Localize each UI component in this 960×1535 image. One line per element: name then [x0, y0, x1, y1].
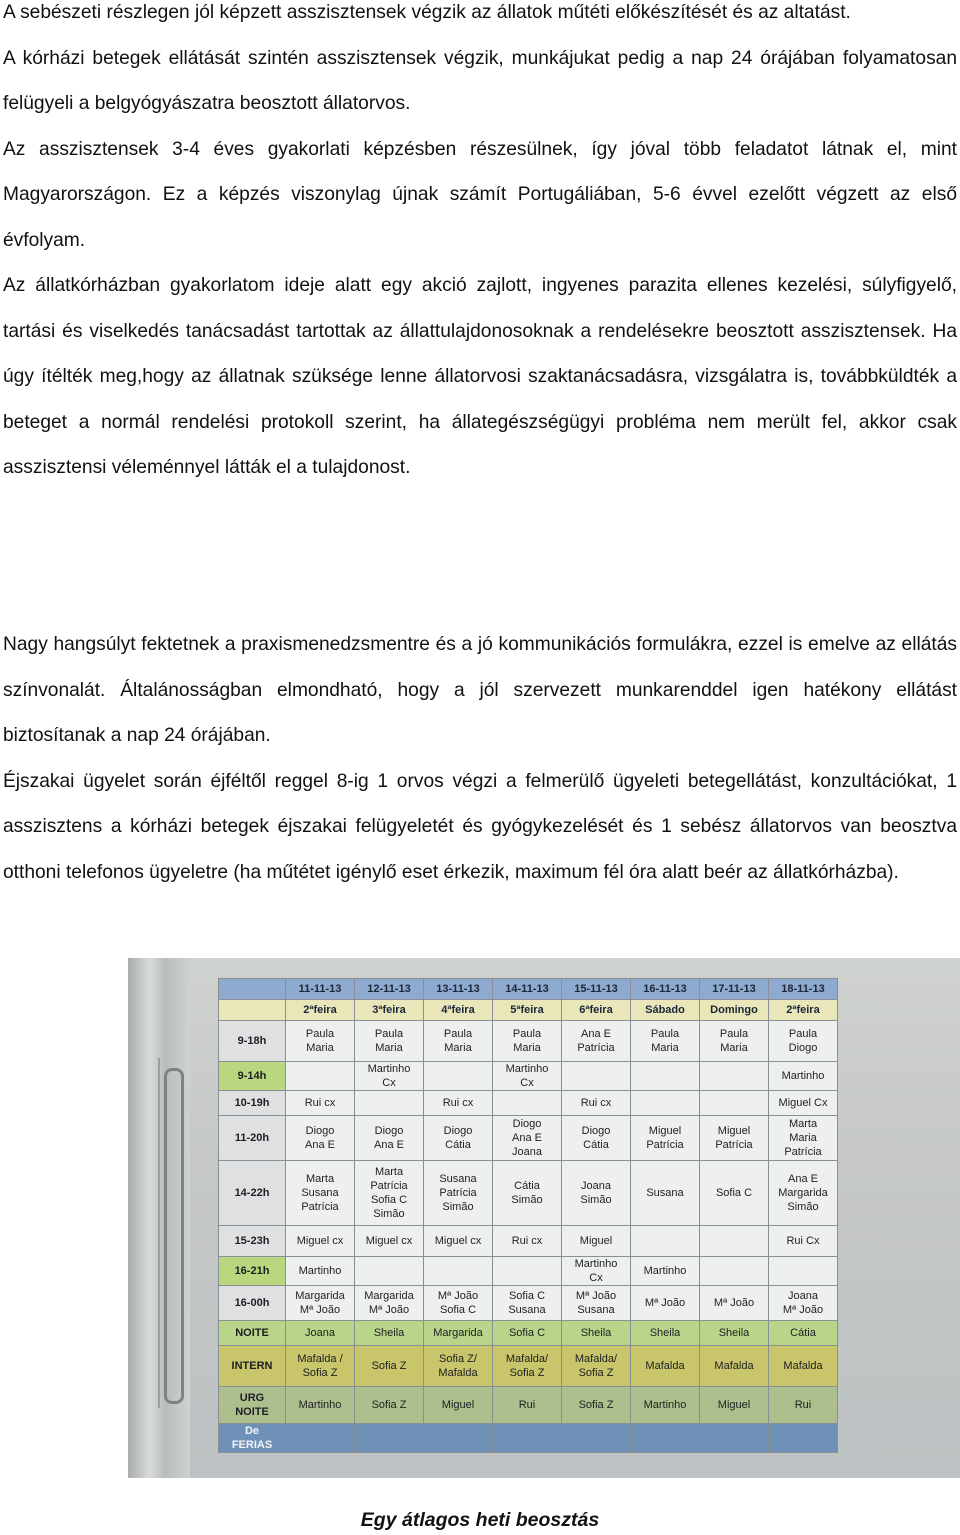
schedule-cell: Mª João [700, 1286, 769, 1321]
schedule-cell: Sofia Z [562, 1387, 631, 1424]
paragraph-6: Éjszakai ügyelet során éjféltől reggel 8-ig 1 orvos végzi a felmerülő ügyeleti betegellátást, konzultációkat, 1 asszisztens a kórházi betegek éjszakai felügyeletét és gyógykezelését és 1 sebész állatorvos van beosztva otthoni telefonos ügyeletre (ha műtétet igénylő eset érkezik, maximum fél óra alatt beér az állatkórházba). [3, 770, 957, 883]
schedule-cell [700, 1226, 769, 1257]
schedule-cell [562, 1062, 631, 1091]
schedule-cell: Martinho Cx [355, 1062, 424, 1091]
schedule-cell: Joana Mª João [769, 1286, 838, 1321]
schedule-cell: Margarida Mª João [286, 1286, 355, 1321]
schedule-cell: Joana [286, 1321, 355, 1346]
schedule-cell [286, 1062, 355, 1091]
paragraph-5: Nagy hangsúlyt fektetnek a praxismenedzsmentre és a jó kommunikációs formulákra, ezzel is emelve az ellátás színvonalát. Általánosságban elmondható, hogy a jól szervezett munkarenddel igen hatékony ellátást biztosítanak a nap 24 órájában. [3, 634, 957, 746]
time-slot-label: 11-20h [219, 1116, 286, 1161]
schedule-row [219, 1321, 838, 1346]
schedule-cell: Paula Maria [631, 1021, 700, 1062]
schedule-cell [562, 1424, 631, 1453]
schedule-cell [493, 1257, 562, 1286]
paragraph-1: A sebészeti részlegen jól képzett asszisztensek végzik az állatok műtéti előkészítését és az altatást. [3, 2, 851, 23]
schedule-cell: Sofia Z [355, 1346, 424, 1387]
schedule-cell: Cátia Simão [493, 1161, 562, 1226]
day-header: 4ªfeira [424, 1000, 493, 1021]
day-header: 2ªfeira [286, 1000, 355, 1021]
schedule-cell: Marta Patrícia Sofia C Simão [355, 1161, 424, 1226]
schedule-cell: Martinho [631, 1387, 700, 1424]
figure-caption: Egy átlagos heti beosztás [360, 1509, 600, 1531]
time-slot-label: 9-14h [219, 1062, 286, 1091]
time-slot-label: INTERN [219, 1346, 286, 1387]
schedule-cell: Rui cx [562, 1091, 631, 1116]
schedule-cell: Miguel [562, 1226, 631, 1257]
schedule-cell [493, 1424, 562, 1453]
schedule-cell: Diogo Ana E [286, 1116, 355, 1161]
time-slot-label: 10-19h [219, 1091, 286, 1116]
date-header: 17-11-13 [700, 979, 769, 1000]
schedule-cell [769, 1424, 838, 1453]
schedule-row [219, 1286, 838, 1321]
schedule-cell [631, 1424, 700, 1453]
schedule-cell: Paula Maria [424, 1021, 493, 1062]
schedule-cell: Mafalda [700, 1346, 769, 1387]
schedule-cell: Miguel cx [424, 1226, 493, 1257]
schedule-cell: Miguel Patrícia [700, 1116, 769, 1161]
schedule-cell: Mafalda / Sofia Z [286, 1346, 355, 1387]
date-header: 12-11-13 [355, 979, 424, 1000]
schedule-row [219, 1091, 838, 1116]
day-header: 3ªfeira [355, 1000, 424, 1021]
schedule-cell: Marta Maria Patrícia [769, 1116, 838, 1161]
schedule-cell: Mafalda/ Sofia Z [562, 1346, 631, 1387]
corner-cell [219, 1000, 286, 1021]
schedule-cell: Martinho Cx [493, 1062, 562, 1091]
schedule-row [219, 1257, 838, 1286]
schedule-row [219, 1062, 838, 1091]
date-header: 13-11-13 [424, 979, 493, 1000]
schedule-cell: Rui cx [424, 1091, 493, 1116]
paragraph-4: Az állatkórházban gyakorlatom ideje alatt egy akció zajlott, ingyenes parazita ellenes kezelési, súlyfigyelő, tartási és viselkedés tanácsadást tartottak az állattulajdonosoknak a rendelésekre beosztott asszisztensek. Ha úgy ítélték meg,hogy az állatnak szüksége lenne állatorvosi szaktanácsadásra, vizsgálatra is, továbbküldték a beteget a normál rendelési protokoll szerint, ha állategészségügyi probléma nem merült fel, akkor csak asszisztensi véleménnyel látták el a tulajdonost. [3, 275, 957, 478]
schedule-cell: Miguel cx [286, 1226, 355, 1257]
schedule-cell: Susana Patrícia Simão [424, 1161, 493, 1226]
schedule-cell: Sheila [355, 1321, 424, 1346]
schedule-cell [424, 1062, 493, 1091]
time-slot-label: NOITE [219, 1321, 286, 1346]
schedule-row [219, 1346, 838, 1387]
schedule-cell: Sofia C [493, 1321, 562, 1346]
date-header: 18-11-13 [769, 979, 838, 1000]
day-header: 6ªfeira [562, 1000, 631, 1021]
schedule-cell: Paula Maria [493, 1021, 562, 1062]
schedule-cell: Mafalda [631, 1346, 700, 1387]
date-header: 15-11-13 [562, 979, 631, 1000]
schedule-row [219, 1387, 838, 1424]
schedule-cell: Miguel cx [355, 1226, 424, 1257]
day-header: Domingo [700, 1000, 769, 1021]
schedule-cell: Martinho [631, 1257, 700, 1286]
schedule-cell: Paula Maria [700, 1021, 769, 1062]
schedule-cell: Martinho Cx [562, 1257, 631, 1286]
schedule-cell: Ana E Patrícia [562, 1021, 631, 1062]
date-header: 14-11-13 [493, 979, 562, 1000]
schedule-cell [631, 1062, 700, 1091]
schedule-cell: Margarida [424, 1321, 493, 1346]
schedule-cell: Susana [631, 1161, 700, 1226]
schedule-cell: Sofia Z/ Mafalda [424, 1346, 493, 1387]
time-slot-label: 16-21h [219, 1257, 286, 1286]
schedule-cell: Miguel Patrícia [631, 1116, 700, 1161]
schedule-cell: Mª João [631, 1286, 700, 1321]
schedule-row [219, 1021, 838, 1062]
time-slot-label: URG NOITE [219, 1387, 286, 1424]
schedule-cell [493, 1091, 562, 1116]
schedule-cell: Joana Simão [562, 1161, 631, 1226]
schedule-cell [700, 1424, 769, 1453]
corner-cell [219, 979, 286, 1000]
schedule-cell: Rui [493, 1387, 562, 1424]
text-body-2 [3, 622, 957, 895]
schedule-cell: Diogo Ana E Joana [493, 1116, 562, 1161]
time-slot-label: 16-00h [219, 1286, 286, 1321]
weekly-schedule-table [218, 978, 838, 1453]
day-header: 5ªfeira [493, 1000, 562, 1021]
schedule-cell: Mafalda/ Sofia Z [493, 1346, 562, 1387]
time-slot-label: De FERIAS [219, 1424, 286, 1453]
schedule-cell [631, 1226, 700, 1257]
schedule-cell [355, 1257, 424, 1286]
schedule-cell: Cátia [769, 1321, 838, 1346]
binder-ring-image [128, 958, 190, 1478]
time-slot-label: 15-23h [219, 1226, 286, 1257]
schedule-cell: Ana E Margarida Simão [769, 1161, 838, 1226]
schedule-cell [631, 1091, 700, 1116]
schedule-cell: Rui Cx [769, 1226, 838, 1257]
schedule-cell [355, 1091, 424, 1116]
schedule-cell: Sheila [631, 1321, 700, 1346]
schedule-cell: Diogo Cátia [424, 1116, 493, 1161]
schedule-cell: Rui [769, 1387, 838, 1424]
schedule-row [219, 1116, 838, 1161]
schedule-cell: Mª João Sofia C [424, 1286, 493, 1321]
date-header: 11-11-13 [286, 979, 355, 1000]
schedule-cell: Martinho [286, 1257, 355, 1286]
schedule-cell: Paula Diogo [769, 1021, 838, 1062]
schedule-cell [700, 1091, 769, 1116]
paragraph-3: Az asszisztensek 3-4 éves gyakorlati képzésben részesülnek, így jóval több feladatot látnak el, mint Magyarországon. Ez a képzés viszonylag újnak számít Portugáliában, 5-6 évvel ezelőtt végzett az első évfolyam. [3, 138, 957, 251]
schedule-cell: Miguel [424, 1387, 493, 1424]
schedule-cell: Miguel [700, 1387, 769, 1424]
schedule-cell [424, 1424, 493, 1453]
schedule-photo [128, 958, 960, 1478]
schedule-cell [700, 1062, 769, 1091]
time-slot-label: 9-18h [219, 1021, 286, 1062]
schedule-cell: Diogo Ana E [355, 1116, 424, 1161]
schedule-cell: Sheila [700, 1321, 769, 1346]
schedule-cell: Margarida Mª João [355, 1286, 424, 1321]
schedule-cell: Paula Maria [286, 1021, 355, 1062]
schedule-cell: Sofia Z [355, 1387, 424, 1424]
schedule-cell: Martinho [769, 1062, 838, 1091]
schedule-row [219, 1424, 838, 1453]
schedule-cell: Sofia C Susana [493, 1286, 562, 1321]
schedule-cell: Mª João Susana [562, 1286, 631, 1321]
schedule-cell [769, 1257, 838, 1286]
schedule-cell: Rui cx [286, 1091, 355, 1116]
schedule-cell: Rui cx [493, 1226, 562, 1257]
schedule-cell: Miguel Cx [769, 1091, 838, 1116]
schedule-cell: Diogo Cátia [562, 1116, 631, 1161]
schedule-cell: Paula Maria [355, 1021, 424, 1062]
schedule-cell: Sheila [562, 1321, 631, 1346]
schedule-cell [355, 1424, 424, 1453]
paragraph-2: A kórházi betegek ellátását szintén asszisztensek végzik, munkájukat pedig a nap 24 órájában folyamatosan felügyeli a belgyógyászatra beosztott állatorvos. [3, 47, 957, 114]
time-slot-label: 14-22h [219, 1161, 286, 1226]
schedule-row [219, 1161, 838, 1226]
text-body [3, 0, 957, 491]
schedule-cell: Marta Susana Patrícia [286, 1161, 355, 1226]
day-header: 2ªfeira [769, 1000, 838, 1021]
day-header: Sábado [631, 1000, 700, 1021]
schedule-cell [700, 1257, 769, 1286]
schedule-cell [286, 1424, 355, 1453]
date-header: 16-11-13 [631, 979, 700, 1000]
schedule-cell: Sofia C [700, 1161, 769, 1226]
schedule-cell: Mafalda [769, 1346, 838, 1387]
schedule-cell [424, 1257, 493, 1286]
schedule-cell: Martinho [286, 1387, 355, 1424]
schedule-row [219, 1226, 838, 1257]
